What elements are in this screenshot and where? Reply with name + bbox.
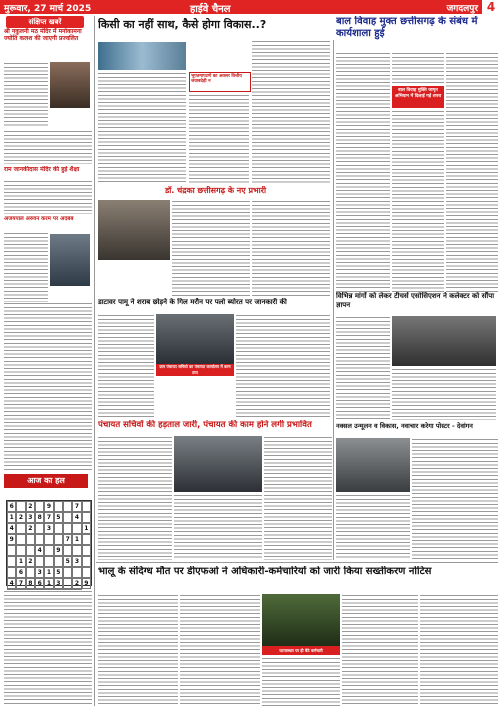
sudoku-cell xyxy=(54,501,63,512)
story-1-headline: किसी का नहीं साथ, कैसे होगा विकास..? xyxy=(98,18,333,40)
sudoku-cell xyxy=(82,545,91,556)
sudoku-cell xyxy=(63,512,72,523)
sudoku-cell: 7 xyxy=(72,501,81,512)
story-1-boxed-quote: भूपतमापटणे का अवसर वित्तीय जवाबदेही न xyxy=(189,72,251,92)
sudoku-cell xyxy=(54,556,63,567)
story-6-headline: पंचायत सचिवों की हड़ताल जारी, पंचायत की काम होने लगी प्रभावित xyxy=(98,420,333,434)
sudoku-cell: 1 xyxy=(72,534,81,545)
sudoku-cell: 5 xyxy=(63,556,72,567)
sidebar-text-4 xyxy=(4,232,48,302)
sudoku-cell: 6 xyxy=(35,578,44,589)
sudoku-cell xyxy=(82,567,91,578)
sudoku-cell xyxy=(63,501,72,512)
sudoku-cell xyxy=(72,523,81,534)
sudoku-cell xyxy=(82,556,91,567)
story-8-text-d xyxy=(342,594,418,706)
sudoku-cell xyxy=(35,534,44,545)
sudoku-cell xyxy=(7,567,16,578)
page-number: 4 xyxy=(482,0,500,14)
sudoku-cell: 3 xyxy=(26,512,35,523)
story-3-text-a xyxy=(172,200,250,296)
sidebar-text-2 xyxy=(4,130,92,164)
sudoku-cell: 9 xyxy=(54,545,63,556)
sudoku-cell xyxy=(72,567,81,578)
sudoku-cell: 9 xyxy=(44,501,53,512)
masthead-title: हाईवे चैनल xyxy=(190,4,231,15)
sudoku-cell xyxy=(82,512,91,523)
sudoku-cell xyxy=(63,567,72,578)
sudoku-cell: 8 xyxy=(26,578,35,589)
sudoku-cell xyxy=(35,523,44,534)
story-8-text-e xyxy=(420,594,498,706)
sudoku-cell xyxy=(35,556,44,567)
sudoku-cell xyxy=(44,534,53,545)
sudoku-cell xyxy=(82,534,91,545)
sudoku-cell xyxy=(44,556,53,567)
sudoku-cell xyxy=(54,523,63,534)
story-6-text-c xyxy=(264,436,332,560)
sudoku-cell: 4 xyxy=(7,578,16,589)
sudoku-cell: 2 xyxy=(16,512,25,523)
story-4-headline: डाटावर पामू ने शराब छोड़ने के गिल मरौन पर पलो ब्योरत पर जानकारी की xyxy=(98,298,333,312)
story-6-text-b xyxy=(174,494,262,560)
sidebar-title: संक्षिप्त खबरें xyxy=(6,16,84,28)
sudoku-cell: 3 xyxy=(44,523,53,534)
story-8-headline: भालू के संदिग्ध मौत पर डीएफओ ने अधिकारी-कर्मचारियों को जारी किया सख्तीकरण नोटिस xyxy=(98,566,498,592)
story-8-text-b xyxy=(180,594,260,706)
masthead xyxy=(0,0,500,14)
sudoku-cell: 6 xyxy=(7,501,16,512)
sudoku-cell xyxy=(16,501,25,512)
story-4-photo xyxy=(156,314,234,364)
story-1-text-b xyxy=(189,94,249,184)
sudoku-cell: 4 xyxy=(72,512,81,523)
sudoku-cell: 1 xyxy=(44,567,53,578)
sudoku-cell xyxy=(63,523,72,534)
sidebar-headline-2: राम जानकीदास मंदिर की हुई शैक्षा xyxy=(4,166,92,178)
sudoku-cell xyxy=(72,545,81,556)
story-6-photo xyxy=(174,436,262,492)
sudoku-cell xyxy=(16,534,25,545)
story-5-photo xyxy=(392,316,496,366)
story-5-text-a xyxy=(336,316,390,420)
sudoku-cell: 5 xyxy=(54,512,63,523)
sudoku-cell: 3 xyxy=(35,567,44,578)
sudoku-cell: 7 xyxy=(44,512,53,523)
sudoku-cell: 1 xyxy=(7,512,16,523)
masthead-city: जगदलपुर xyxy=(446,4,478,14)
sudoku-cell: 9 xyxy=(7,534,16,545)
sudoku-cell xyxy=(35,501,44,512)
sudoku-cell: 1 xyxy=(44,578,53,589)
story-1-text-c xyxy=(252,40,330,184)
column-divider xyxy=(94,16,95,706)
sidebar-headline-3: अजयपाल अरुवन करम पर अदबब xyxy=(4,216,92,230)
story-1-photo xyxy=(98,42,186,70)
sudoku-cell: 9 xyxy=(82,578,91,589)
story-5-text-b xyxy=(392,368,496,420)
sudoku-cell: 2 xyxy=(72,578,81,589)
sudoku-cell xyxy=(54,534,63,545)
story-7-photo xyxy=(336,438,410,492)
sudoku-cell xyxy=(7,545,16,556)
story-2-headline: बाल विवाह मुक्त छत्तीसगढ़ के संबंध में कार्यशाला हुई xyxy=(336,16,498,50)
sudoku-cell: 2 xyxy=(26,556,35,567)
sudoku-grid xyxy=(6,500,92,586)
story-8-photo xyxy=(262,594,340,646)
sudoku-cell: 7 xyxy=(63,534,72,545)
story-2-inset: बाल विवाह मुक्ति जागृत अभियान में दिलाई गई शपथ xyxy=(392,86,444,108)
sidebar-text-6 xyxy=(4,590,92,704)
story-3-photo xyxy=(98,200,170,260)
story-3-headline: डॉ. चंद्रका छत्तीसगढ़ के नए प्रभारी xyxy=(98,186,333,198)
story-2-text-a xyxy=(336,52,390,292)
sudoku-cell xyxy=(82,501,91,512)
story-2-text-b xyxy=(392,52,444,84)
sudoku-cell: 2 xyxy=(26,501,35,512)
story-7-text-a xyxy=(412,438,498,560)
sudoku-cell xyxy=(26,534,35,545)
sudoku-cell xyxy=(16,545,25,556)
sudoku-cell: 6 xyxy=(16,567,25,578)
sudoku-cell xyxy=(26,567,35,578)
story-6-text-a xyxy=(98,436,172,560)
portrait-photo xyxy=(50,62,90,108)
column-divider-2 xyxy=(333,40,334,560)
story-3-text-b xyxy=(252,200,330,296)
sudoku-cell: 1 xyxy=(82,523,91,534)
sudoku-cell: 5 xyxy=(54,567,63,578)
story-8-text-c xyxy=(262,657,340,706)
story-4-text-a xyxy=(98,314,154,418)
sidebar-text-1 xyxy=(4,62,48,128)
sudoku-cell xyxy=(26,545,35,556)
sudoku-cell: 7 xyxy=(16,578,25,589)
story-2-text-c xyxy=(392,110,444,292)
sudoku-cell: 1 xyxy=(16,556,25,567)
sidebar-text-5 xyxy=(4,302,92,470)
sudoku-cell xyxy=(63,545,72,556)
sudoku-cell: 2 xyxy=(26,523,35,534)
story-1-text-a xyxy=(98,72,186,184)
story-7-text-b xyxy=(336,494,410,560)
sudoku-cell: 8 xyxy=(35,512,44,523)
story-2-text-d xyxy=(446,52,498,292)
sudoku-cell: 4 xyxy=(35,545,44,556)
sudoku-cell: 3 xyxy=(54,578,63,589)
story-5-headline: विभिन्न मांगों को लेकर टीचर्स एसोसिएशन ने कलेक्टर को सौंपा ज्ञापन xyxy=(336,292,498,314)
puzzle-title: आज का हल xyxy=(4,474,88,488)
story-8-caption: घटनास्थल पर ही बैठे कर्मचारी xyxy=(262,646,340,655)
sudoku-cell xyxy=(44,545,53,556)
sudoku-cell xyxy=(16,523,25,534)
story-8-text-a xyxy=(98,594,178,706)
sudoku-cell xyxy=(63,578,72,589)
sudoku-cell: 4 xyxy=(7,523,16,534)
portrait-photo-2 xyxy=(50,234,90,286)
story-7-headline: नक्सल उन्मूलन व विकास, नवाचार करेगा पोस्टर - देवांगन xyxy=(336,422,498,436)
section-divider xyxy=(96,562,498,563)
sudoku-cell xyxy=(7,556,16,567)
story-4-text-b xyxy=(236,314,330,418)
sidebar-headline-1: श्री नकुलनी मठ मंदिर में मनोकामना ज्योति कलश की जाएगी प्रज्वलित xyxy=(4,28,92,60)
story-4-caption: ग्राम पंचायत सचिवो का पंचायत कार्यालय में काम ठप्प xyxy=(156,364,234,376)
masthead-date: मुरूवार, 27 मार्च 2025 xyxy=(4,4,92,14)
sudoku-cell: 3 xyxy=(72,556,81,567)
sidebar-text-3 xyxy=(4,180,92,214)
